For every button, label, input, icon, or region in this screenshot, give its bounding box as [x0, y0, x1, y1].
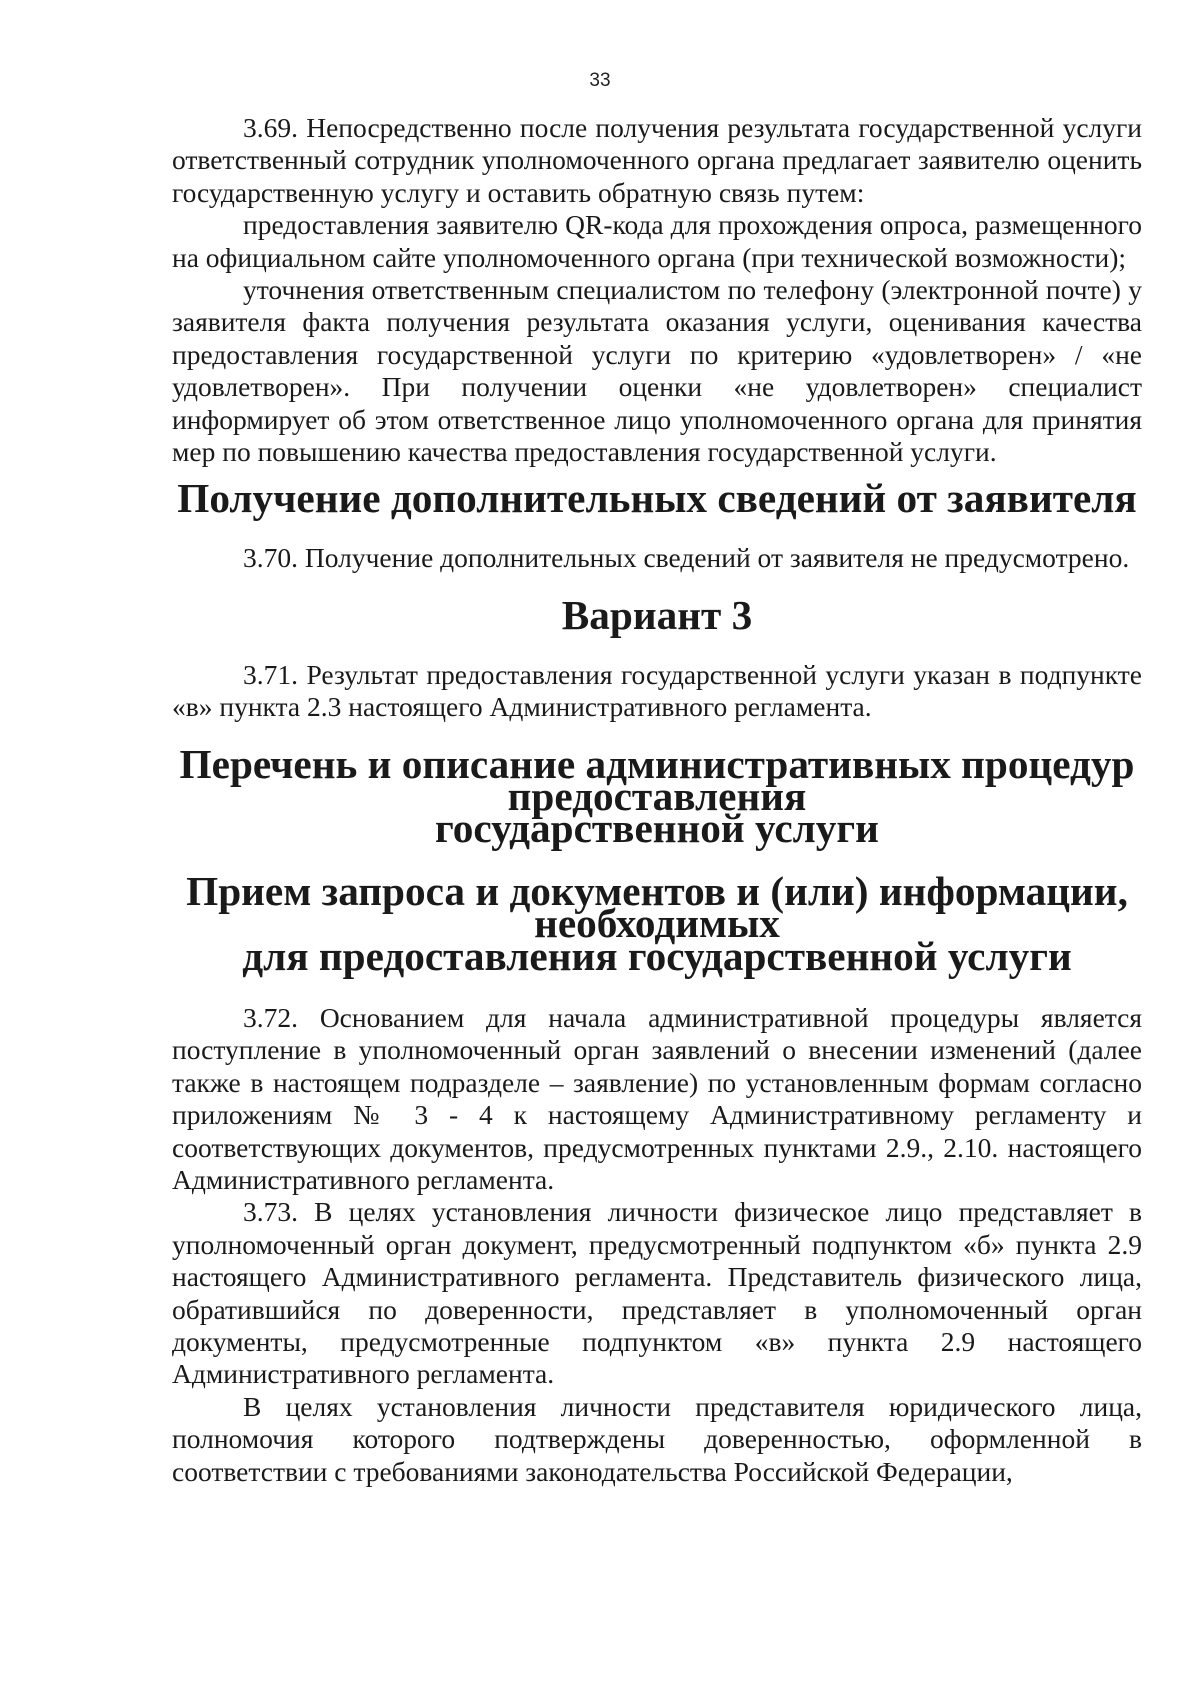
paragraph-3-71: 3.71. Результат предоставления государственной услуги указан в подпункте «в» пункта 2.3 настоящего Административного регламента. — [172, 658, 1142, 723]
paragraph-3-73: 3.73. В целях установления личности физическое лицо представляет в уполномоченный орган документ, предусмотренный подпунктом «б» пункта 2.9 настоящего Административного регламента. Представитель физического лица, обратившийся по доверенности, представляет в уполномоченный орган документы, предусмотренные подпунктом «в» пункта 2.9 настоящего Административного регламента. — [172, 1196, 1142, 1390]
heading-reception-line-1: Прием запроса и документов и (или) информации, необходимых — [186, 867, 1128, 947]
paragraph-3-72: 3.72. Основанием для начала административной процедуры является поступление в уполномоченный орган заявлений о внесении изменений (далее также в настоящем подразделе – заявление) по установленным формам согласно приложениям № 3 - 4 к настоящему Административному регламенту и соответствующих документов, предусмотренных пунктами 2.9., 2.10. настоящего Административного регламента. — [172, 1001, 1142, 1195]
paragraph-3-73-legal-entity: В целях установления личности представителя юридического лица, полномочия которого подтверждены доверенностью, оформленной в соответствии с требованиями законодательства Российской Федерации, — [172, 1390, 1142, 1487]
paragraph-3-70: 3.70. Получение дополнительных сведений от заявителя не предусмотрено. — [243, 541, 1130, 573]
page-content — [172, 112, 1142, 1488]
heading-procedures-line-2: государственной услуги — [435, 805, 879, 852]
heading-additional-info: Получение дополнительных сведений от заявителя — [177, 475, 1137, 522]
paragraph-3-69: 3.69. Непосредственно после получения результата государственной услуги ответственный сотрудник уполномоченного органа предлагает заявителю оценить государственную услугу и оставить обратную связь путем: — [172, 112, 1142, 208]
paragraph-3-69-phone-option: уточнения ответственным специалистом по телефону (электронной почте) у заявителя факта получения результата оказания услуги, оценивания качества предоставления государственной услуги по критерию «удовлетворен» / «не удовлетворен». При получении оценки «не удовлетворен» специалист информирует об этом ответственное лицо уполномоченного органа для принятия мер по повышению качества предоставления государственной услуги. — [172, 274, 1142, 468]
page-number: 33 — [589, 70, 611, 91]
paragraph-3-69-qr-option: предоставления заявителю QR-кода для прохождения опроса, размещенного на официальном сайте уполномоченного органа (при технической возможности); — [172, 209, 1142, 273]
heading-procedures-list — [172, 740, 1142, 852]
heading-request-reception — [172, 867, 1142, 979]
heading-reception-line-2: для предоставления государственной услуги — [242, 932, 1072, 979]
heading-procedures-line-1: Перечень и описание административных процедур предоставления — [179, 740, 1135, 819]
heading-variant-3: Вариант 3 — [561, 592, 753, 639]
